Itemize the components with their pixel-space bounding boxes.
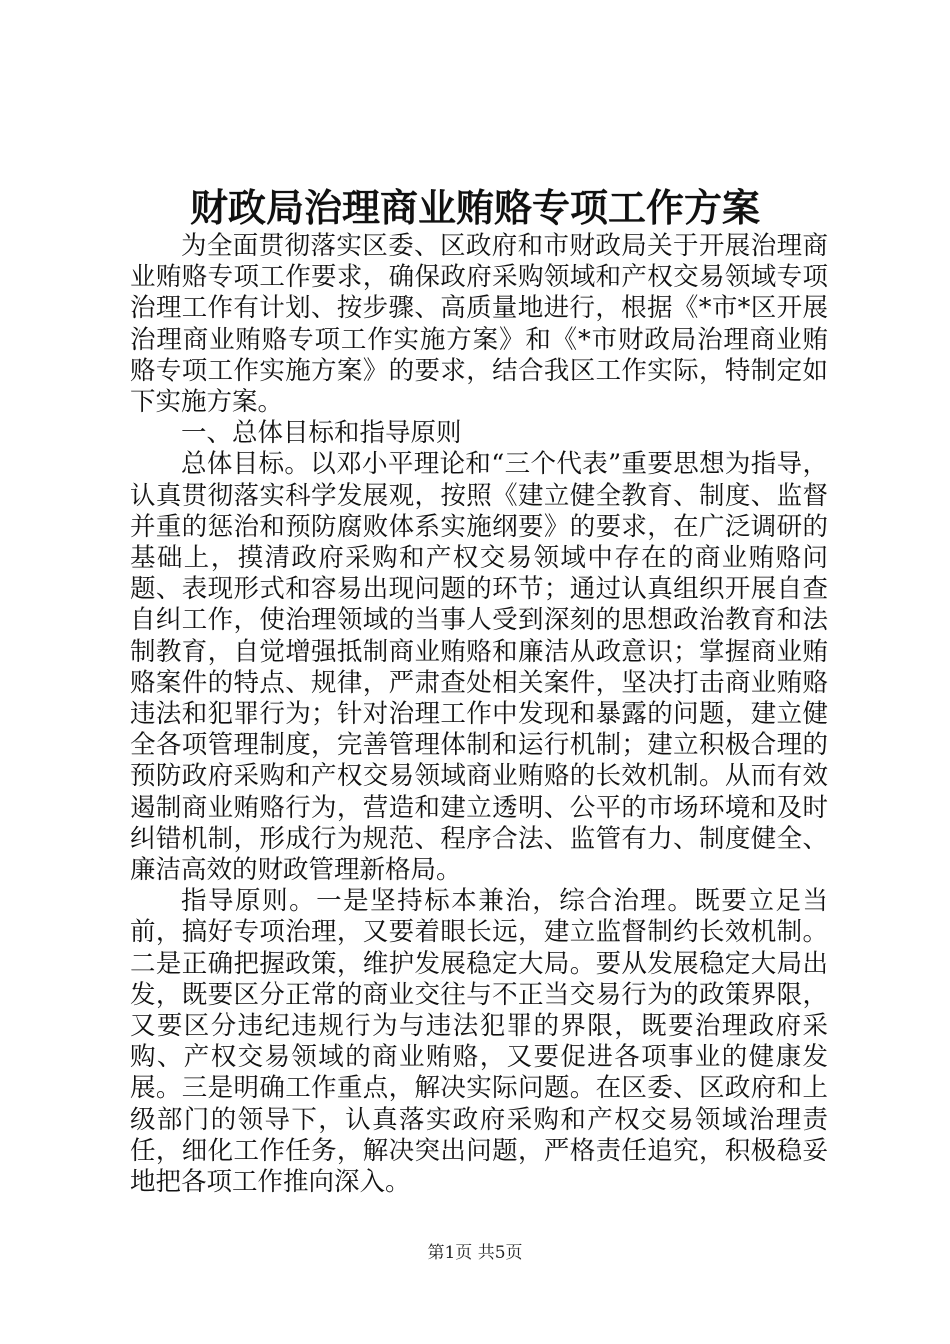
overall-goal-paragraph: 总体目标。以邓小平理论和“三个代表”重要思想为指导，认真贯彻落实科学发展观，按照《建立健全教育、制度、监督并重的惩治和预防腐败体系实施纲要》的要求，在广泛调研的基础上，摸清政府采购和产权交易领域中存在的商业贿赂问题、表现形式和容易出现问题的环节；通过认真组织开展自查自纠工作，使治理领域的当事人受到深刻的思想政治教育和法制教育，自觉增强抵制商业贿赂和廉洁从政意识；掌握商业贿赂案件的特点、规律，严肃查处相关案件，坚决打击商业贿赂违法和犯罪行为；针对治理工作中发现和暴露的问题，建立健全各项管理制度，完善管理体制和运行机制；建立积极合理的预防政府采购和产权交易领域商业贿赂的长效机制。从而有效遏制商业贿赂行为，营造和建立透明、公平的市场环境和及时纠错机制，形成行为规范、程序合法、监管有力、制度健全、廉洁高效的财政管理新格局。 [130, 449, 828, 886]
page-number-footer: 第1页 共5页 [427, 1243, 523, 1263]
document-title: 财政局治理商业贿赂专项工作方案 [189, 185, 760, 230]
section-heading: 一、总体目标和指导原则 [181, 418, 462, 449]
document-body [130, 231, 828, 1198]
intro-paragraph: 为全面贯彻落实区委、区政府和市财政局关于开展治理商业贿赂专项工作要求，确保政府采购领域和产权交易领域专项治理工作有计划、按步骤、高质量地进行，根据《*市*区开展治理商业贿赂专项工作实施方案》和《*市财政局治理商业贿赂专项工作实施方案》的要求，结合我区工作实际，特制定如下实施方案。 [130, 231, 828, 418]
guiding-principles-paragraph: 指导原则。一是坚持标本兼治，综合治理。既要立足当前，搞好专项治理，又要着眼长远，建立监督制约长效机制。二是正确把握政策，维护发展稳定大局。要从发展稳定大局出发，既要区分正常的商业交往与不正当交易行为的政策界限，又要区分违纪违规行为与违法犯罪的界限，既要治理政府采购、产权交易领域的商业贿赂，又要促进各项事业的健康发展。三是明确工作重点，解决实际问题。在区委、区政府和上级部门的领导下，认真落实政府采购和产权交易领域治理责任，细化工作任务，解决突出问题，严格责任追究，积极稳妥地把各项工作推向深入。 [130, 886, 828, 1198]
